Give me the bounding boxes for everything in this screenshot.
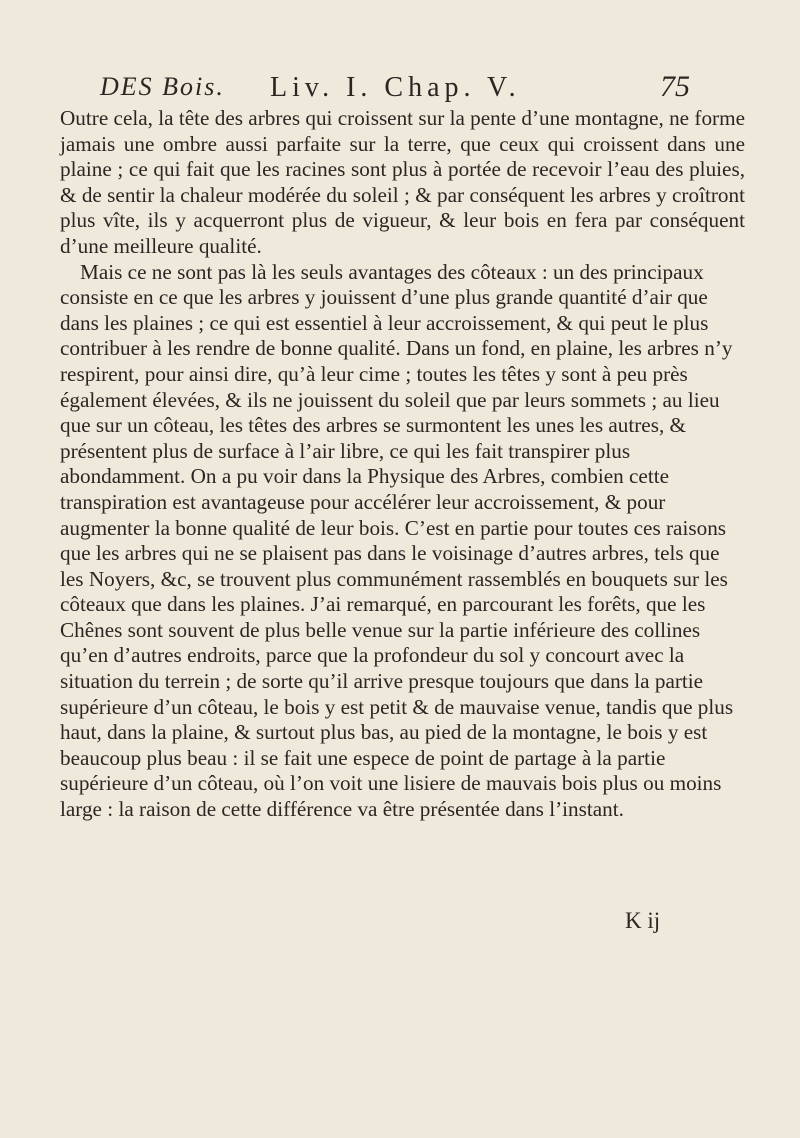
paragraph-1: Outre cela, la tête des arbres qui croissent sur la pente d’une montagne, ne forme jamais une ombre aussi parfaite sur la terre, que ceux qui croissent dans une plaine ; ce qui fait que les racines sont plus à portée de recevoir l’eau des pluies, & de sentir la chaleur modérée du soleil ; & par conséquent les arbres y croîtront plus vîte, ils y acquerront plus de vigueur, & leur bois en fera par conséquent d’une meilleure qualité. <box>60 106 745 258</box>
body-text <box>60 106 745 823</box>
running-header <box>100 62 690 112</box>
header-chapter: Liv. I. Chap. V. <box>270 72 521 103</box>
signature-mark: K ij <box>625 908 661 933</box>
paragraph-2: Mais ce ne sont pas là les seuls avantages des côteaux : un des principaux consiste en ce que les arbres y jouissent d’une plus grande quantité d’air que dans les plaines ; ce qui est essentiel à leur accroissement, & qui peut le plus contribuer à les rendre de bonne qualité. Dans un fond, en plaine, les arbres n’y respirent, pour ainsi dire, qu’à leur cime ; toutes les têtes y sont à peu près également élevées, & ils ne jouissent du soleil que par leurs sommets ; au lieu que sur un côteau, les têtes des arbres se surmontent les unes les autres, & présentent plus de surface à l’air libre, ce qui les fait transpirer plus abondamment. On a pu voir dans la Physique des Arbres, combien cette transpiration est avantageuse pour accélérer leur accroissement, & pour augmenter la bonne qualité de leur bois. C’est en partie pour toutes ces raisons que les arbres qui ne se plaisent pas dans le voisinage d’autres arbres, tels que les Noyers, &c, se trouvent plus communément rassemblés en bouquets sur les côteaux que dans les plaines. J’ai remarqué, en parcourant les forêts, que les Chênes sont souvent de plus belle venue sur la partie inférieure des collines qu’en d’autres endroits, parce que la profondeur du sol y concourt avec la situation du terrein ; de sorte qu’il arrive presque toujours que dans la partie supérieure d’un côteau, le bois y est petit & de mauvaise venue, tandis que plus haut, dans la plaine, & surtout plus bas, au pied de la montagne, le bois y est beaucoup plus beau : il se fait une espece de point de partage à la partie supérieure d’un côteau, où l’on voit une lisiere de mauvais bois plus ou moins large : la raison de cette différence va être présentée dans l’instant. <box>60 259 734 822</box>
page-number: 75 <box>660 70 690 103</box>
header-section-title: DES Bois. <box>100 72 225 101</box>
